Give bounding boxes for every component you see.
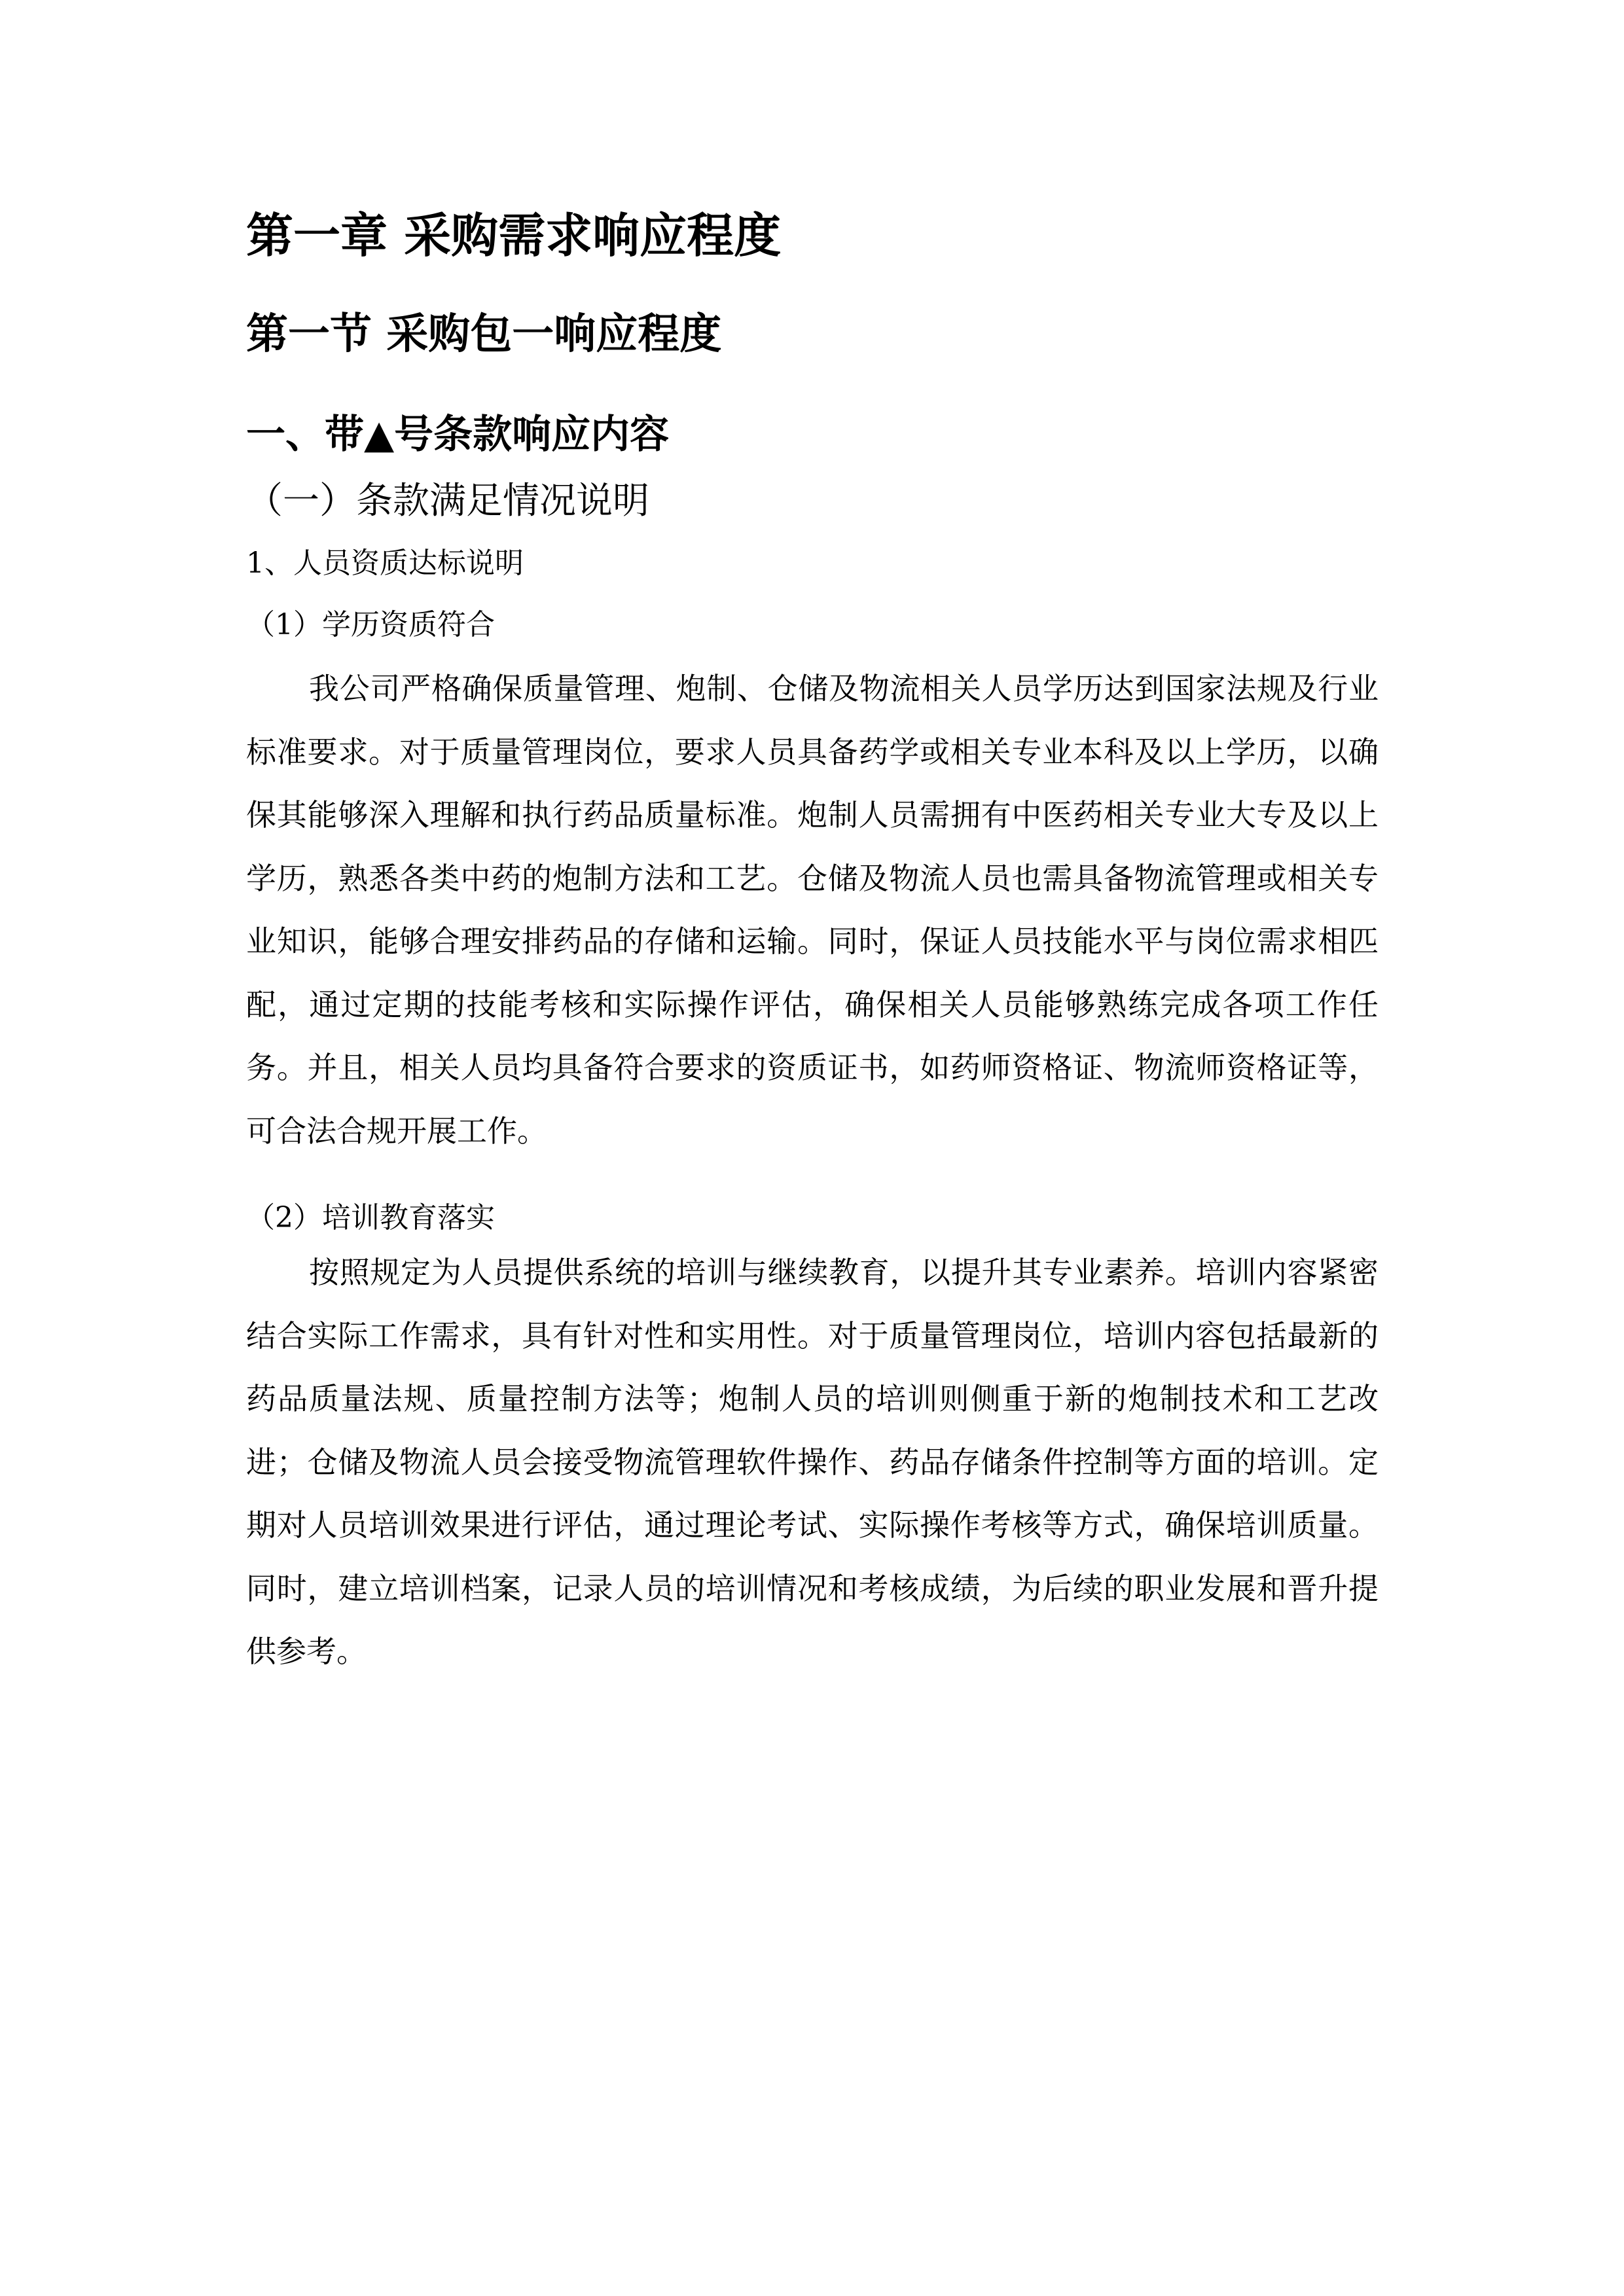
section-title: 第一节 采购包一响应程度 — [246, 310, 722, 359]
subsection-title-education: （1）学历资质符合 — [246, 608, 495, 641]
heading-personnel-qualification: 1、人员资质达标说明 — [246, 547, 524, 580]
chapter-title: 第一章 采购需求响应程度 — [246, 208, 782, 263]
paragraph-education: 我公司严格确保质量管理、炮制、仓储及物流相关人员学历达到国家法规及行业标准要求。对于质量管理岗位，要求人员具备药学或相关专业本科及以上学历，以确保其能够深入理解和执行药品质量标准。炮制人员需拥有中医药相关专业大专及以上学历，熟悉各类中药的炮制方法和工艺。仓储及物流人员也需具备物流管理或相关专业知识，能够合理安排药品的存储和运输。同时，保证人员技能水平与岗位需求相匹配，通过定期的技能考核和实际操作评估，确保相关人员能够熟练完成各项工作任务。并且，相关人员均具备符合要求的资质证书，如药师资格证、物流师资格证等，可合法合规开展工作。 — [246, 671, 1379, 1149]
heading-clause-response: 一、带▲号条款响应内容 — [246, 412, 670, 457]
heading-clause-explanation: （一）条款满足情况说明 — [246, 480, 649, 522]
paragraph-training: 按照规定为人员提供系统的培训与继续教育，以提升其专业素养。培训内容紧密结合实际工作需求，具有针对性和实用性。对于质量管理岗位，培训内容包括最新的药品质量法规、质量控制方法等；炮制人员的培训则侧重于新的炮制技术和工艺改进；仓储及物流人员会接受物流管理软件操作、药品存储条件控制等方面的培训。定期对人员培训效果进行评估，通过理论考试、实际操作考核等方式，确保培训质量。同时，建立培训档案，记录人员的培训情况和考核成绩，为后续的职业发展和晋升提供参考。 — [246, 1255, 1379, 1669]
subsection-title-training: （2）培训教育落实 — [246, 1201, 495, 1234]
